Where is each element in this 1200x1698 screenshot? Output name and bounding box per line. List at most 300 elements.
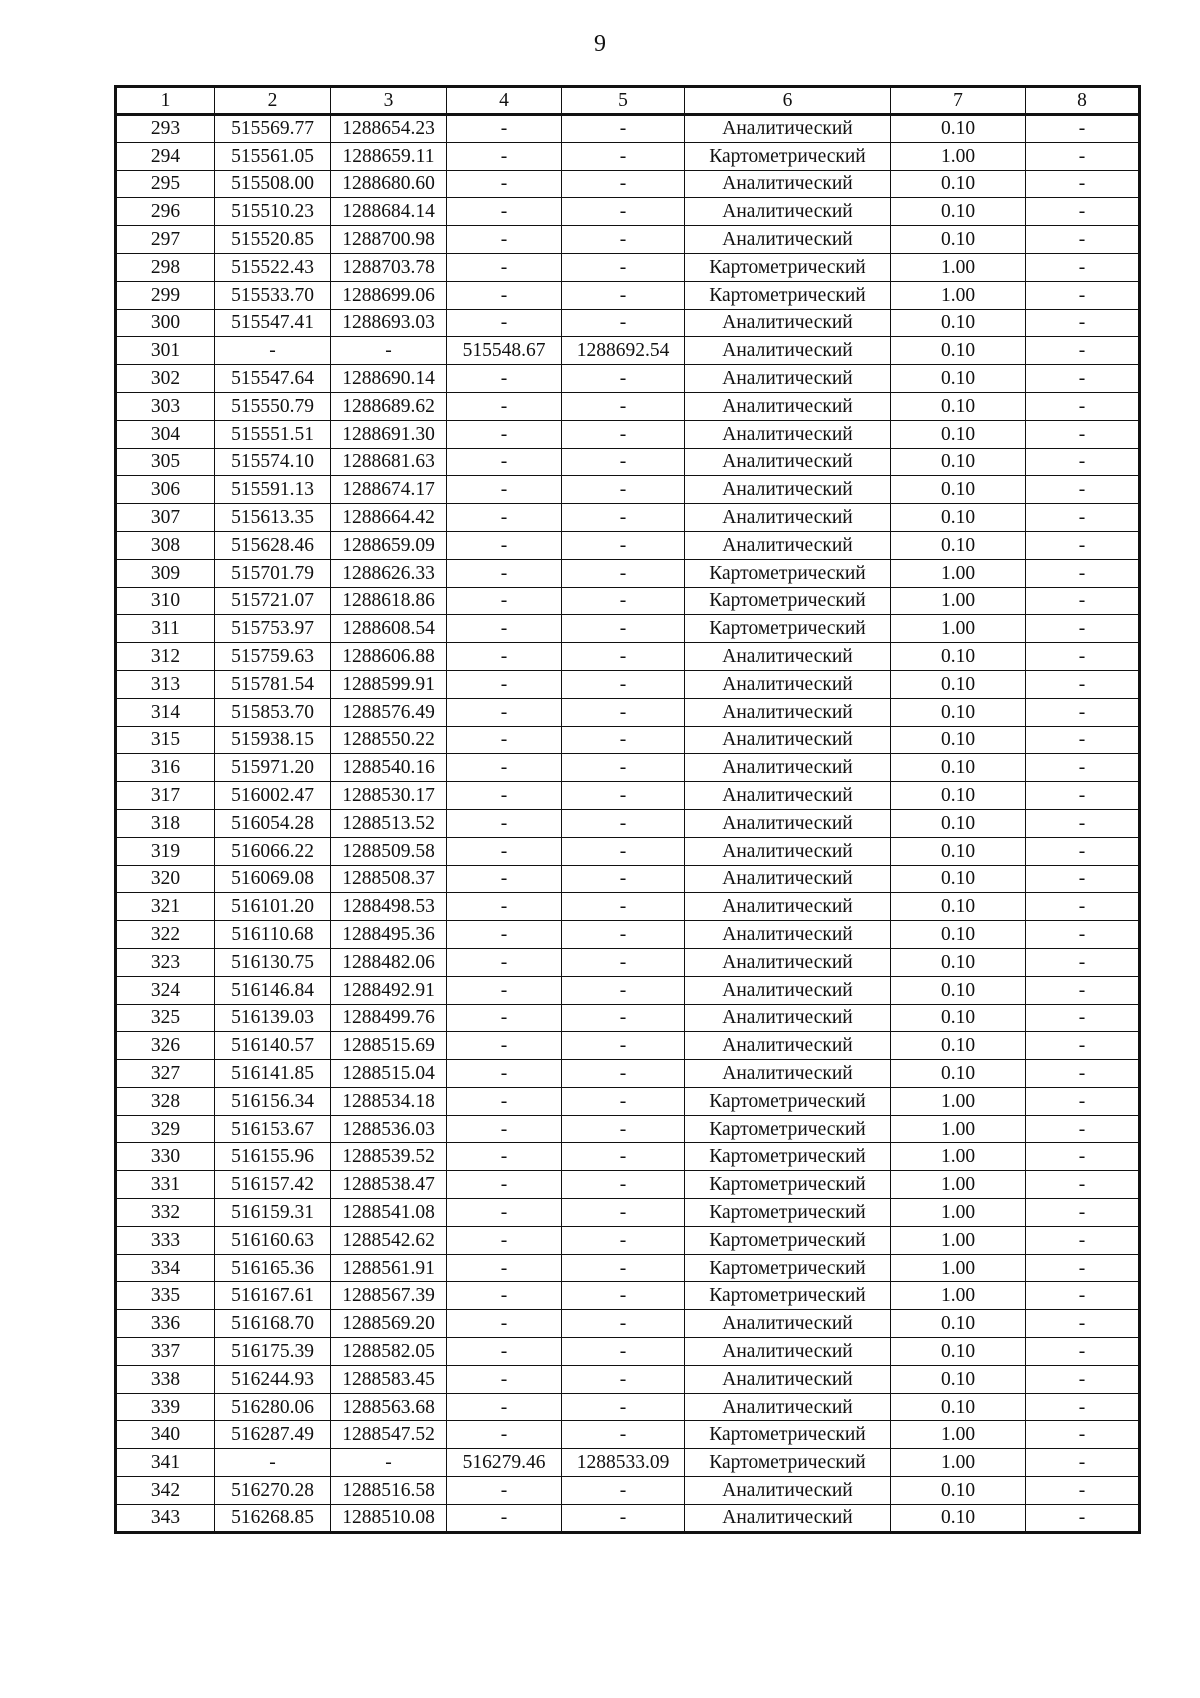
method-cell: Аналитический [685,698,891,726]
x-coordinate-cell: 515520.85 [215,226,331,254]
table-row [116,559,1140,587]
y-coordinate-cell: 1288563.68 [331,1393,447,1421]
table-body [116,115,1140,1533]
note-cell: - [1026,309,1140,337]
point-number-cell: 310 [116,587,215,615]
y-coordinate-new-cell: - [562,1393,685,1421]
x-coordinate-cell: 515547.64 [215,365,331,393]
table-row [116,809,1140,837]
table-row [116,754,1140,782]
y-coordinate-new-cell: - [562,1421,685,1449]
table-row [116,782,1140,810]
table-row [116,1449,1140,1477]
y-coordinate-new-cell: - [562,1032,685,1060]
x-coordinate-cell: 516101.20 [215,893,331,921]
table-row [116,504,1140,532]
y-coordinate-new-cell: - [562,365,685,393]
method-cell: Аналитический [685,1310,891,1338]
y-coordinate-new-cell: - [562,281,685,309]
x-coordinate-cell: 516153.67 [215,1115,331,1143]
point-number-cell: 322 [116,921,215,949]
method-cell: Аналитический [685,170,891,198]
table-row [116,1004,1140,1032]
point-number-cell: 320 [116,865,215,893]
note-cell: - [1026,1143,1140,1171]
table-row [116,226,1140,254]
note-cell: - [1026,420,1140,448]
point-number-cell: 315 [116,726,215,754]
table-row [116,1310,1140,1338]
y-coordinate-cell: 1288606.88 [331,643,447,671]
table-row [116,1171,1140,1199]
y-coordinate-cell: 1288703.78 [331,253,447,281]
method-cell: Аналитический [685,670,891,698]
point-number-cell: 336 [116,1310,215,1338]
note-cell: - [1026,1449,1140,1477]
y-coordinate-cell: 1288539.52 [331,1143,447,1171]
method-cell: Аналитический [685,726,891,754]
accuracy-cell: 0.10 [891,226,1026,254]
y-coordinate-new-cell: - [562,253,685,281]
y-coordinate-cell: 1288492.91 [331,976,447,1004]
point-number-cell: 302 [116,365,215,393]
x-coordinate-new-cell: - [447,782,562,810]
table-row [116,670,1140,698]
point-number-cell: 339 [116,1393,215,1421]
table-row [116,921,1140,949]
table-row [116,837,1140,865]
y-coordinate-new-cell: - [562,698,685,726]
note-cell: - [1026,670,1140,698]
x-coordinate-cell: 516156.34 [215,1087,331,1115]
method-cell: Аналитический [685,115,891,143]
table-row [116,365,1140,393]
note-cell: - [1026,948,1140,976]
y-coordinate-new-cell: - [562,1310,685,1338]
method-cell: Картометрический [685,1171,891,1199]
note-cell: - [1026,1254,1140,1282]
x-coordinate-new-cell: - [447,1338,562,1366]
y-coordinate-cell: 1288516.58 [331,1477,447,1505]
table-row [116,1421,1140,1449]
y-coordinate-new-cell: - [562,948,685,976]
x-coordinate-cell: 516002.47 [215,782,331,810]
method-cell: Картометрический [685,1226,891,1254]
table-row [116,253,1140,281]
y-coordinate-cell: 1288534.18 [331,1087,447,1115]
accuracy-cell: 0.10 [891,1310,1026,1338]
method-cell: Аналитический [685,531,891,559]
x-coordinate-cell: 516167.61 [215,1282,331,1310]
x-coordinate-new-cell: - [447,142,562,170]
accuracy-cell: 1.00 [891,587,1026,615]
x-coordinate-new-cell: - [447,754,562,782]
y-coordinate-new-cell: - [562,531,685,559]
x-coordinate-cell: 515628.46 [215,531,331,559]
point-number-cell: 305 [116,448,215,476]
accuracy-cell: 0.10 [891,670,1026,698]
x-coordinate-new-cell: - [447,504,562,532]
accuracy-cell: 1.00 [891,1171,1026,1199]
point-number-cell: 324 [116,976,215,1004]
y-coordinate-new-cell: 1288533.09 [562,1449,685,1477]
x-coordinate-new-cell: - [447,1060,562,1088]
x-coordinate-new-cell: - [447,1226,562,1254]
note-cell: - [1026,837,1140,865]
x-coordinate-new-cell: 515548.67 [447,337,562,365]
accuracy-cell: 0.10 [891,365,1026,393]
note-cell: - [1026,698,1140,726]
x-coordinate-new-cell: - [447,1004,562,1032]
table-row [116,392,1140,420]
x-coordinate-new-cell: - [447,893,562,921]
method-cell: Аналитический [685,865,891,893]
table-row [116,170,1140,198]
note-cell: - [1026,754,1140,782]
x-coordinate-cell: 516069.08 [215,865,331,893]
table-row [116,531,1140,559]
x-coordinate-new-cell: - [447,115,562,143]
method-cell: Аналитический [685,226,891,254]
y-coordinate-new-cell: - [562,1477,685,1505]
point-number-cell: 334 [116,1254,215,1282]
y-coordinate-new-cell: - [562,921,685,949]
method-cell: Аналитический [685,1338,891,1366]
method-cell: Картометрический [685,1282,891,1310]
y-coordinate-cell: 1288700.98 [331,226,447,254]
y-coordinate-cell: 1288550.22 [331,726,447,754]
x-coordinate-new-cell: - [447,253,562,281]
x-coordinate-new-cell: - [447,420,562,448]
accuracy-cell: 1.00 [891,1449,1026,1477]
table-row [116,587,1140,615]
x-coordinate-cell: 516110.68 [215,921,331,949]
table-row [116,142,1140,170]
column-header: 8 [1026,87,1140,115]
y-coordinate-cell: 1288540.16 [331,754,447,782]
table-row [116,643,1140,671]
y-coordinate-new-cell: - [562,754,685,782]
table-row [116,1393,1140,1421]
accuracy-cell: 1.00 [891,1282,1026,1310]
x-coordinate-new-cell: - [447,726,562,754]
table-row [116,115,1140,143]
accuracy-cell: 0.10 [891,448,1026,476]
x-coordinate-cell: 516054.28 [215,809,331,837]
y-coordinate-new-cell: - [562,976,685,1004]
method-cell: Аналитический [685,809,891,837]
x-coordinate-cell: 515551.51 [215,420,331,448]
method-cell: Картометрический [685,1087,891,1115]
y-coordinate-cell: 1288576.49 [331,698,447,726]
point-number-cell: 328 [116,1087,215,1115]
x-coordinate-cell: 516159.31 [215,1199,331,1227]
table-row [116,698,1140,726]
point-number-cell: 319 [116,837,215,865]
x-coordinate-cell: 515701.79 [215,559,331,587]
note-cell: - [1026,559,1140,587]
y-coordinate-cell: 1288693.03 [331,309,447,337]
accuracy-cell: 1.00 [891,142,1026,170]
method-cell: Аналитический [685,1032,891,1060]
x-coordinate-cell: 515550.79 [215,392,331,420]
table-row [116,1032,1140,1060]
y-coordinate-cell: 1288513.52 [331,809,447,837]
x-coordinate-cell: 516140.57 [215,1032,331,1060]
point-number-cell: 343 [116,1504,215,1532]
method-cell: Картометрический [685,1143,891,1171]
note-cell: - [1026,1087,1140,1115]
y-coordinate-new-cell: - [562,476,685,504]
accuracy-cell: 0.10 [891,893,1026,921]
accuracy-cell: 0.10 [891,198,1026,226]
accuracy-cell: 1.00 [891,615,1026,643]
note-cell: - [1026,1004,1140,1032]
y-coordinate-cell: 1288547.52 [331,1421,447,1449]
point-number-cell: 326 [116,1032,215,1060]
table-row [116,1254,1140,1282]
table-row [116,448,1140,476]
y-coordinate-new-cell: - [562,670,685,698]
x-coordinate-new-cell: - [447,643,562,671]
x-coordinate-new-cell: - [447,1171,562,1199]
y-coordinate-cell: 1288618.86 [331,587,447,615]
x-coordinate-new-cell: - [447,281,562,309]
y-coordinate-cell: 1288509.58 [331,837,447,865]
x-coordinate-cell: 516280.06 [215,1393,331,1421]
accuracy-cell: 1.00 [891,1226,1026,1254]
column-header: 1 [116,87,215,115]
note-cell: - [1026,281,1140,309]
x-coordinate-cell: 516175.39 [215,1338,331,1366]
x-coordinate-new-cell: - [447,1199,562,1227]
table-row [116,948,1140,976]
x-coordinate-new-cell: - [447,365,562,393]
point-number-cell: 298 [116,253,215,281]
note-cell: - [1026,531,1140,559]
y-coordinate-cell: 1288561.91 [331,1254,447,1282]
point-number-cell: 307 [116,504,215,532]
table-row [116,309,1140,337]
y-coordinate-new-cell: - [562,1199,685,1227]
y-coordinate-cell: 1288659.11 [331,142,447,170]
point-number-cell: 309 [116,559,215,587]
y-coordinate-new-cell: - [562,1115,685,1143]
method-cell: Картометрический [685,253,891,281]
method-cell: Аналитический [685,754,891,782]
note-cell: - [1026,170,1140,198]
x-coordinate-new-cell: - [447,837,562,865]
x-coordinate-new-cell: - [447,1087,562,1115]
y-coordinate-cell: 1288664.42 [331,504,447,532]
y-coordinate-new-cell: - [562,198,685,226]
method-cell: Аналитический [685,643,891,671]
point-number-cell: 318 [116,809,215,837]
y-coordinate-new-cell: - [562,1171,685,1199]
y-coordinate-cell: 1288508.37 [331,865,447,893]
y-coordinate-cell: 1288599.91 [331,670,447,698]
accuracy-cell: 1.00 [891,1115,1026,1143]
accuracy-cell: 0.10 [891,1338,1026,1366]
x-coordinate-cell: - [215,1449,331,1477]
point-number-cell: 314 [116,698,215,726]
note-cell: - [1026,476,1140,504]
y-coordinate-cell: 1288542.62 [331,1226,447,1254]
point-number-cell: 316 [116,754,215,782]
y-coordinate-cell: 1288699.06 [331,281,447,309]
y-coordinate-new-cell: - [562,865,685,893]
column-header: 6 [685,87,891,115]
note-cell: - [1026,587,1140,615]
y-coordinate-cell: - [331,337,447,365]
method-cell: Аналитический [685,476,891,504]
x-coordinate-cell: 515613.35 [215,504,331,532]
x-coordinate-cell: 515591.13 [215,476,331,504]
note-cell: - [1026,1338,1140,1366]
x-coordinate-cell: 515510.23 [215,198,331,226]
column-header: 7 [891,87,1026,115]
x-coordinate-cell: 515574.10 [215,448,331,476]
y-coordinate-cell: 1288538.47 [331,1171,447,1199]
method-cell: Аналитический [685,976,891,1004]
note-cell: - [1026,226,1140,254]
table-row [116,976,1140,1004]
note-cell: - [1026,1365,1140,1393]
point-number-cell: 296 [116,198,215,226]
x-coordinate-cell: 516141.85 [215,1060,331,1088]
table-row [116,1199,1140,1227]
y-coordinate-new-cell: - [562,893,685,921]
note-cell: - [1026,1171,1140,1199]
x-coordinate-new-cell: - [447,587,562,615]
y-coordinate-cell: 1288498.53 [331,893,447,921]
table-row [116,865,1140,893]
note-cell: - [1026,643,1140,671]
column-header: 2 [215,87,331,115]
x-coordinate-new-cell: - [447,1504,562,1532]
table-row [116,1365,1140,1393]
accuracy-cell: 0.10 [891,170,1026,198]
accuracy-cell: 0.10 [891,1004,1026,1032]
x-coordinate-cell: 515971.20 [215,754,331,782]
point-number-cell: 295 [116,170,215,198]
accuracy-cell: 0.10 [891,309,1026,337]
x-coordinate-new-cell: - [447,976,562,1004]
x-coordinate-cell: 516165.36 [215,1254,331,1282]
accuracy-cell: 0.10 [891,420,1026,448]
method-cell: Картометрический [685,1199,891,1227]
y-coordinate-new-cell: - [562,643,685,671]
y-coordinate-cell: 1288626.33 [331,559,447,587]
y-coordinate-cell: 1288583.45 [331,1365,447,1393]
y-coordinate-cell: 1288582.05 [331,1338,447,1366]
method-cell: Аналитический [685,1060,891,1088]
method-cell: Картометрический [685,1449,891,1477]
point-number-cell: 317 [116,782,215,810]
table-row [116,1504,1140,1532]
x-coordinate-new-cell: - [447,1477,562,1505]
accuracy-cell: 0.10 [891,865,1026,893]
point-number-cell: 342 [116,1477,215,1505]
x-coordinate-new-cell: - [447,1115,562,1143]
x-coordinate-new-cell: - [447,670,562,698]
accuracy-cell: 0.10 [891,115,1026,143]
table-row [116,893,1140,921]
x-coordinate-new-cell: - [447,921,562,949]
accuracy-cell: 1.00 [891,1087,1026,1115]
x-coordinate-cell: 515508.00 [215,170,331,198]
point-number-cell: 332 [116,1199,215,1227]
x-coordinate-new-cell: - [447,392,562,420]
note-cell: - [1026,976,1140,1004]
y-coordinate-new-cell: - [562,615,685,643]
x-coordinate-new-cell: - [447,1282,562,1310]
x-coordinate-cell: 516268.85 [215,1504,331,1532]
y-coordinate-new-cell: - [562,1226,685,1254]
table-row [116,1087,1140,1115]
x-coordinate-cell: 516139.03 [215,1004,331,1032]
x-coordinate-new-cell: - [447,476,562,504]
x-coordinate-cell: 516146.84 [215,976,331,1004]
table-row [116,1226,1140,1254]
table-row [116,476,1140,504]
y-coordinate-cell: 1288654.23 [331,115,447,143]
note-cell: - [1026,1115,1140,1143]
accuracy-cell: 0.10 [891,837,1026,865]
x-coordinate-new-cell: - [447,809,562,837]
y-coordinate-new-cell: - [562,587,685,615]
header-row [116,87,1140,115]
y-coordinate-new-cell: - [562,782,685,810]
table-row [116,1060,1140,1088]
method-cell: Картометрический [685,615,891,643]
method-cell: Аналитический [685,392,891,420]
accuracy-cell: 0.10 [891,531,1026,559]
x-coordinate-cell: 515721.07 [215,587,331,615]
method-cell: Аналитический [685,782,891,810]
y-coordinate-new-cell: - [562,1504,685,1532]
accuracy-cell: 0.10 [891,726,1026,754]
x-coordinate-cell: 516157.42 [215,1171,331,1199]
point-number-cell: 312 [116,643,215,671]
x-coordinate-new-cell: - [447,1421,562,1449]
x-coordinate-cell: 516270.28 [215,1477,331,1505]
accuracy-cell: 0.10 [891,1060,1026,1088]
point-number-cell: 294 [116,142,215,170]
x-coordinate-cell: 516130.75 [215,948,331,976]
x-coordinate-new-cell: - [447,559,562,587]
y-coordinate-cell: 1288689.62 [331,392,447,420]
y-coordinate-new-cell: - [562,504,685,532]
y-coordinate-cell: 1288515.04 [331,1060,447,1088]
accuracy-cell: 0.10 [891,392,1026,420]
x-coordinate-cell: 516160.63 [215,1226,331,1254]
y-coordinate-cell: 1288510.08 [331,1504,447,1532]
method-cell: Картометрический [685,587,891,615]
x-coordinate-cell: 515547.41 [215,309,331,337]
method-cell: Аналитический [685,921,891,949]
accuracy-cell: 0.10 [891,976,1026,1004]
method-cell: Аналитический [685,198,891,226]
x-coordinate-new-cell: - [447,865,562,893]
x-coordinate-new-cell: 516279.46 [447,1449,562,1477]
y-coordinate-new-cell: - [562,448,685,476]
note-cell: - [1026,337,1140,365]
x-coordinate-cell: 516244.93 [215,1365,331,1393]
point-number-cell: 311 [116,615,215,643]
note-cell: - [1026,809,1140,837]
y-coordinate-new-cell: - [562,1282,685,1310]
